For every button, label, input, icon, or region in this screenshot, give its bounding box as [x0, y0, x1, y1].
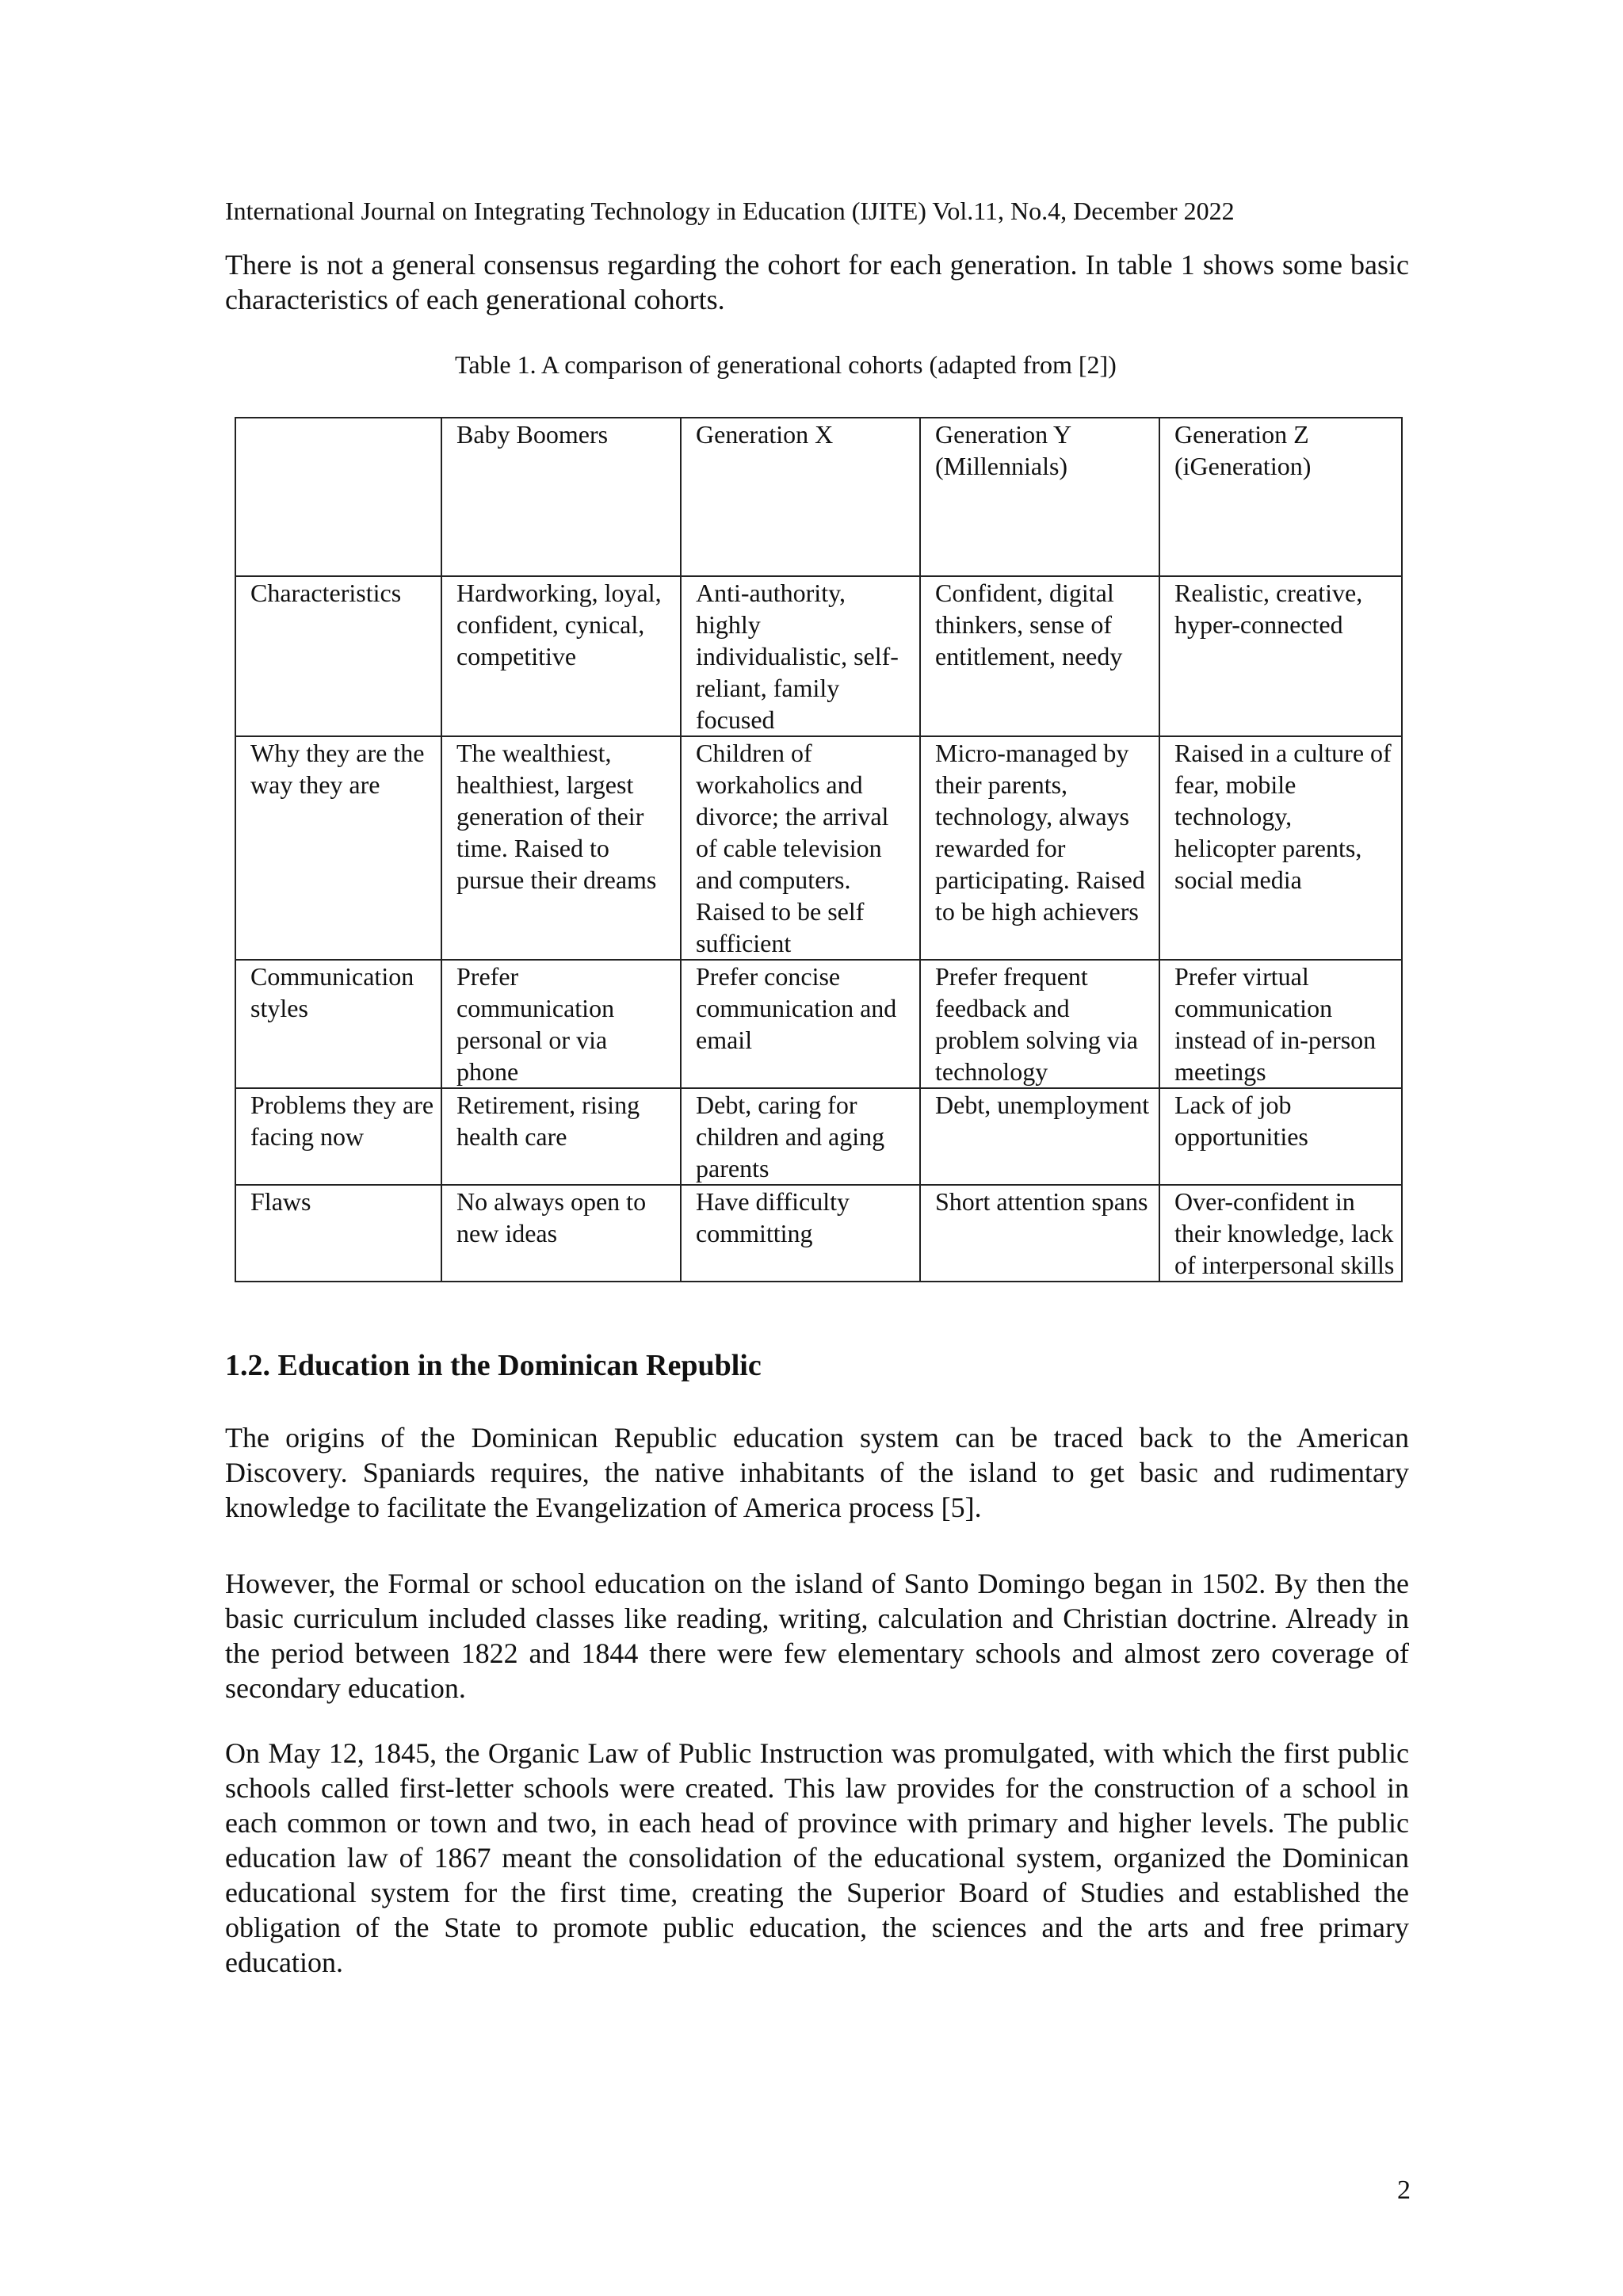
row-label: Communication styles	[235, 960, 441, 1088]
table-cell: Debt, unemployment	[920, 1088, 1159, 1185]
table-row	[235, 960, 1402, 1088]
table-cell: Prefer concise communication and email	[681, 960, 920, 1088]
body-paragraph: However, the Formal or school education on the island of Santo Domingo began in 1502. By then the basic curriculum included classes like reading, writing, calculation and Christian doctrine. Already in the period between 1822 and 1844 there were few elementary schools and almost zero coverage of secondary education.	[225, 1568, 1409, 1704]
table-cell: Prefer frequent feedback and problem solving via technology	[920, 960, 1159, 1088]
table-cell: Prefer communication personal or via phone	[441, 960, 681, 1088]
header-cell-generation-y: Generation Y (Millennials)	[920, 418, 1159, 576]
row-label: Flaws	[235, 1185, 441, 1282]
table-cell: Prefer virtual communication instead of in-person meetings	[1159, 960, 1402, 1088]
page-number: 2	[1397, 2176, 1411, 2205]
table-cell: Anti-authority, highly individualistic, self-reliant, family focused	[681, 576, 920, 736]
generational-cohorts-table	[235, 417, 1403, 1282]
table-cell: Over-confident in their knowledge, lack of interpersonal skills	[1159, 1185, 1402, 1282]
table-cell: Raised in a culture of fear, mobile technology, helicopter parents, social media	[1159, 736, 1402, 960]
header-cell-generation-z: Generation Z (iGeneration)	[1159, 418, 1402, 576]
table-cell: Have difficulty committing	[681, 1185, 920, 1282]
header-cell-empty	[235, 418, 441, 576]
row-label: Why they are the way they are	[235, 736, 441, 960]
table-cell: Children of workaholics and divorce; the arrival of cable television and computers. Raised to be self sufficient	[681, 736, 920, 960]
table-cell: Hardworking, loyal, confident, cynical, competitive	[441, 576, 681, 736]
table-cell: Micro-managed by their parents, technology, always rewarded for participating. Raised to be high achievers	[920, 736, 1159, 960]
row-label: Characteristics	[235, 576, 441, 736]
table-header-row	[235, 418, 1402, 576]
table-cell: Confident, digital thinkers, sense of entitlement, needy	[920, 576, 1159, 736]
table-cell: No always open to new ideas	[441, 1185, 681, 1282]
running-header: International Journal on Integrating Technology in Education (IJITE) Vol.11, No.4, December 2022	[225, 197, 1235, 225]
table-row	[235, 1185, 1402, 1282]
intro-paragraph: There is not a general consensus regarding the cohort for each generation. In table 1 shows some basic characteristics of each generational cohorts.	[225, 249, 1409, 315]
table-row	[235, 1088, 1402, 1185]
table-cell: The wealthiest, healthiest, largest generation of their time. Raised to pursue their dreams	[441, 736, 681, 960]
row-label: Problems they are facing now	[235, 1088, 441, 1185]
header-cell-baby-boomers: Baby Boomers	[441, 418, 681, 576]
table-cell: Retirement, rising health care	[441, 1088, 681, 1185]
section-heading: 1.2. Education in the Dominican Republic	[225, 1349, 762, 1382]
table-row	[235, 736, 1402, 960]
header-cell-generation-x: Generation X	[681, 418, 920, 576]
body-paragraph: On May 12, 1845, the Organic Law of Public Instruction was promulgated, with which the first public schools called first-letter schools were created. This law provides for the construction of a school in each common or town and two, in each head of province with primary and higher levels. The public education law of 1867 meant the consolidation of the educational system, organized the Dominican educational system for the first time, creating the Superior Board of Studies and established the obligation of the State to promote public education, the sciences and the arts and free primary education.	[225, 1737, 1409, 1978]
body-paragraph: The origins of the Dominican Republic education system can be traced back to the American Discovery. Spaniards requires, the native inhabitants of the island to get basic and rudimentary knowledge to facilitate the Evangelization of America process [5].	[225, 1422, 1409, 1523]
table-row	[235, 576, 1402, 736]
table-cell: Short attention spans	[920, 1185, 1159, 1282]
table-cell: Realistic, creative, hyper-connected	[1159, 576, 1402, 736]
table-cell: Lack of job opportunities	[1159, 1088, 1402, 1185]
table-cell: Debt, caring for children and aging parents	[681, 1088, 920, 1185]
table-caption: Table 1. A comparison of generational cohorts (adapted from [2])	[455, 350, 1117, 379]
